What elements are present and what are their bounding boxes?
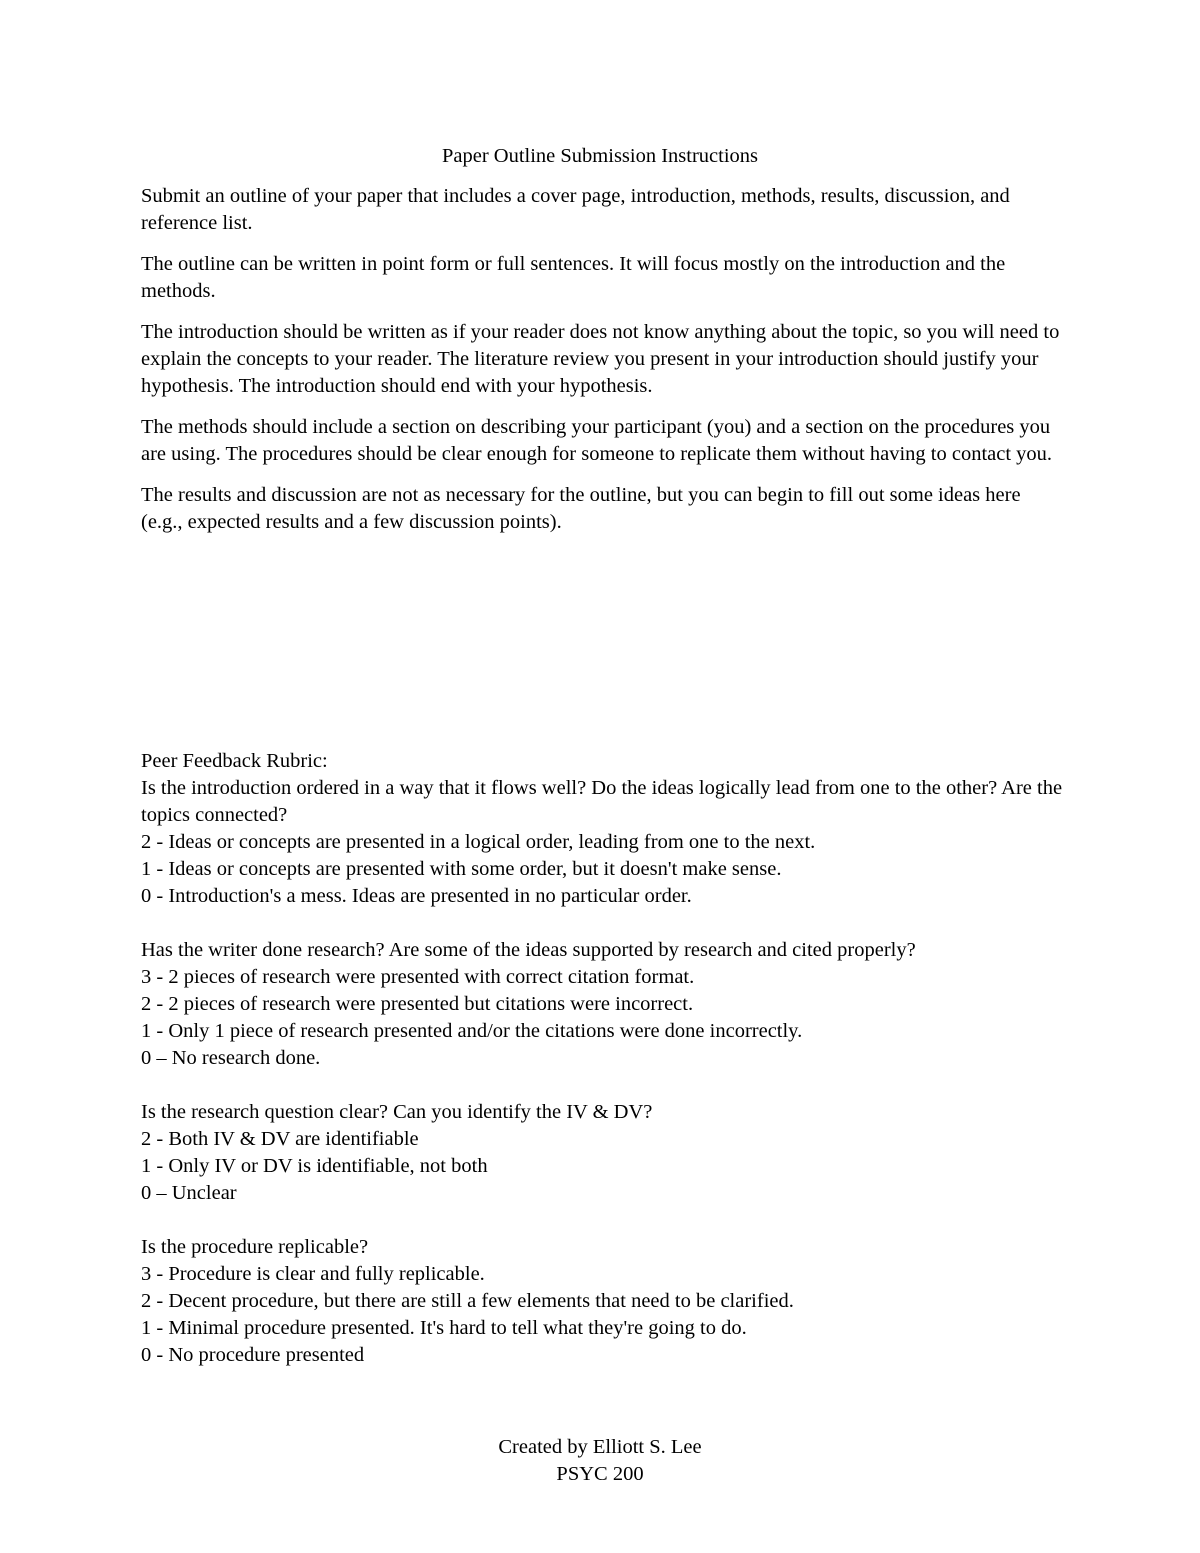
instruction-paragraph: The outline can be written in point form or full sentences. It will focus mostly on the introduction and the methods. <box>141 253 1006 302</box>
rubric-score-item: 3 - 2 pieces of research were presented with correct citation format. <box>141 966 695 988</box>
rubric-score-item: 2 - 2 pieces of research were presented but citations were incorrect. <box>141 993 694 1015</box>
rubric-criterion-research-question <box>141 1099 1066 1207</box>
rubric-score-item: 0 - Introduction's a mess. Ideas are presented in no particular order. <box>141 885 692 907</box>
rubric-criterion-procedure <box>141 1234 1066 1369</box>
rubric-heading: Peer Feedback Rubric: <box>141 750 328 772</box>
rubric-criterion-flow <box>141 775 1066 910</box>
rubric-score-item: 1 - Only 1 piece of research presented and/or the citations were done incorrectly. <box>141 1020 803 1042</box>
instruction-paragraph: The introduction should be written as if your reader does not know anything about the topic, so you will need to explain the concepts to your reader. The literature review you present in your introduction should justify your hypothesis. The introduction should end with your hypothesis. <box>141 321 1060 397</box>
page-footer <box>0 1434 1200 1488</box>
instruction-paragraph: The methods should include a section on describing your participant (you) and a section on the procedures you are using. The procedures should be clear enough for someone to replicate them without having to contact you. <box>141 416 1053 465</box>
rubric-score-item: 0 - No procedure presented <box>141 1344 365 1366</box>
rubric-question: Is the procedure replicable? <box>141 1236 369 1258</box>
rubric-question: Has the writer done research? Are some of the ideas supported by research and cited properly? <box>141 939 916 961</box>
rubric-score-item: 0 – Unclear <box>141 1182 237 1204</box>
instructions-body <box>141 183 1066 550</box>
footer-author: Created by Elliott S. Lee <box>498 1436 702 1458</box>
page-title: Paper Outline Submission Instructions <box>441 145 759 167</box>
rubric-score-item: 2 - Ideas or concepts are presented in a logical order, leading from one to the next. <box>141 831 816 853</box>
rubric-question: Is the research question clear? Can you identify the IV & DV? <box>141 1101 653 1123</box>
rubric-score-item: 2 - Decent procedure, but there are still a few elements that need to be clarified. <box>141 1290 794 1312</box>
rubric-score-item: 1 - Only IV or DV is identifiable, not both <box>141 1155 488 1177</box>
rubric-score-item: 0 – No research done. <box>141 1047 321 1069</box>
rubric-score-item: 1 - Minimal procedure presented. It's hard to tell what they're going to do. <box>141 1317 747 1339</box>
rubric-question: Is the introduction ordered in a way that it flows well? Do the ideas logically lead from one to the other? Are the topics connected? <box>141 777 1063 826</box>
peer-feedback-rubric <box>141 748 1066 1396</box>
rubric-criterion-research <box>141 937 1066 1072</box>
rubric-score-item: 3 - Procedure is clear and fully replicable. <box>141 1263 485 1285</box>
rubric-score-item: 1 - Ideas or concepts are presented with some order, but it doesn't make sense. <box>141 858 782 880</box>
instruction-paragraph: Submit an outline of your paper that includes a cover page, introduction, methods, results, discussion, and reference list. <box>141 185 1010 234</box>
footer-course: PSYC 200 <box>556 1463 644 1485</box>
rubric-score-item: 2 - Both IV & DV are identifiable <box>141 1128 419 1150</box>
instruction-paragraph: The results and discussion are not as necessary for the outline, but you can begin to fill out some ideas here (e.g., expected results and a few discussion points). <box>141 484 1021 533</box>
